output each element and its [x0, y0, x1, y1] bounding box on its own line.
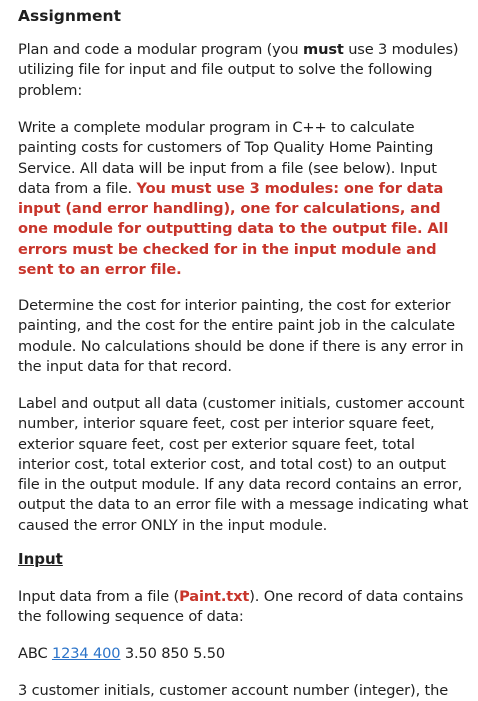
sample-initials: ABC	[18, 645, 52, 662]
intro-emphasis: must	[303, 41, 344, 58]
requirements-text: Write a complete modular program in C++ to calculate painting costs for customers of Top Quality Home Painting Service. All data will be input from a file (see below). Input data from a file.	[18, 119, 437, 197]
input-paragraph	[18, 587, 470, 628]
assignment-heading: Assignment	[18, 7, 121, 25]
sample-values: 3.50 850 5.50	[120, 645, 226, 662]
input-text-b: ). One record of data contains the following sequence of data:	[18, 588, 464, 626]
field-description: 3 customer initials, customer account number (integer), the	[18, 682, 449, 699]
intro-paragraph	[18, 40, 470, 101]
sample-phone-link[interactable]: 1234 400	[51, 645, 121, 662]
input-text-a: Input data from a file (	[18, 588, 180, 605]
intro-text-a: Plan and code a modular program (you	[18, 41, 304, 58]
output-paragraph: Label and output all data (customer initials, customer account number, interior square feet, cost per interior square feet, exterior square feet, cost per exterior square feet, total interior cost, total exterior cost, and total cost) to an output file in the output module. If any data record contains an error, output the data to an error file with a message indicating what caused the error ONLY in the input module.	[18, 395, 469, 534]
sample-record	[18, 644, 470, 664]
requirements-paragraph	[18, 118, 470, 280]
calculation-paragraph: Determine the cost for interior painting, the cost for exterior painting, and the cost for the entire paint job in the calculate module. No calculations should be done if there is any error in the input data for that record.	[18, 297, 464, 375]
intro-text-b: use 3 modules) utilizing file for input and file output to solve the following problem:	[18, 41, 459, 99]
input-filename: Paint.txt	[179, 588, 250, 605]
requirements-emphasis: You must use 3 modules: one for data input (and error handling), one for calculations, and one module for outputting data to the output file. All errors must be checked for in the input module and sent to an error file.	[18, 179, 449, 279]
input-section-heading: Input	[18, 550, 63, 568]
